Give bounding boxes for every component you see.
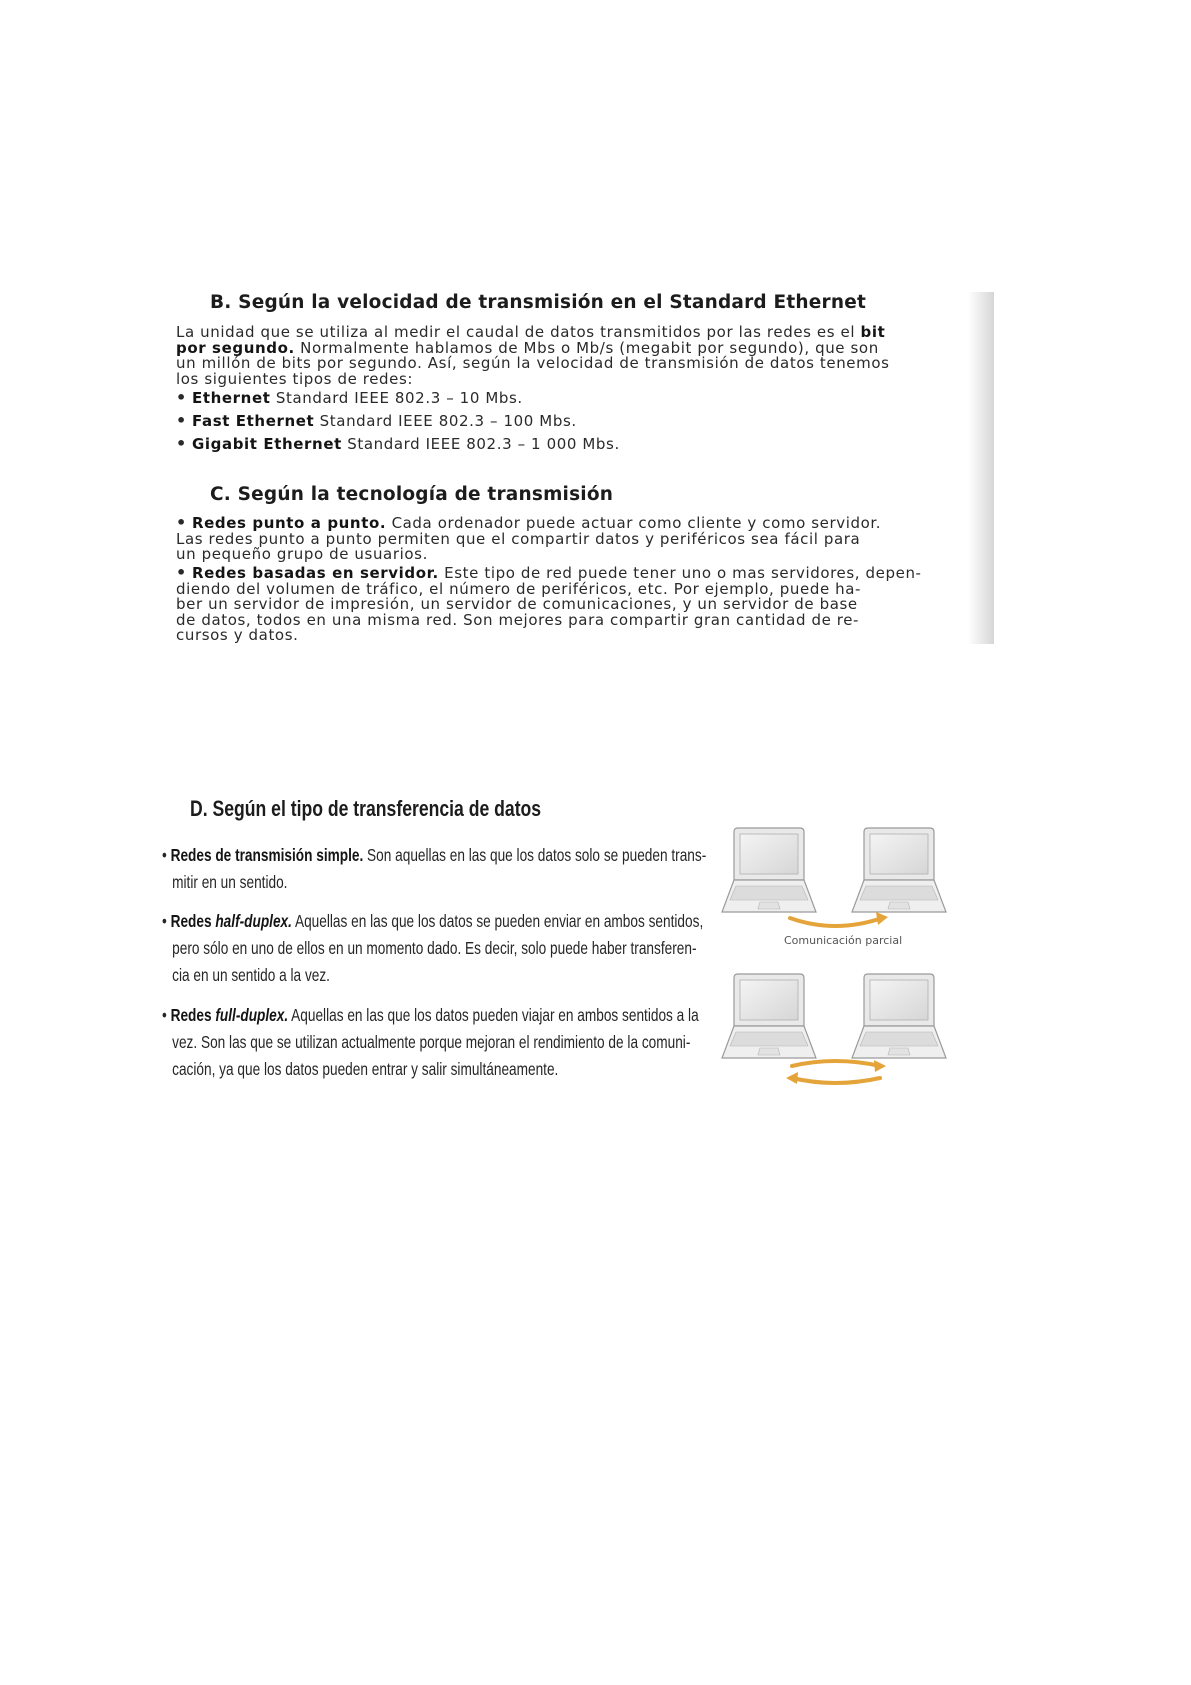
bullet-icon: • xyxy=(162,1005,171,1025)
bullet-icon: • xyxy=(176,388,187,407)
section-b-intro xyxy=(176,325,890,387)
laptop-icon xyxy=(722,974,816,1058)
laptop-icon xyxy=(852,828,946,912)
list-item-half-duplex: • Redes half-duplex. Aquellas en las que los datos se pueden enviar en ambos sentidos, pero sólo en uno de ellos en un momento dado. Es decir, solo puede haber transferen- cia en un sentido a la vez. xyxy=(162,911,704,985)
intro-line-3: un millón de bits por segundo. Así, según la velocidad de transmisión de datos tenemos xyxy=(176,354,890,372)
intro-line-4: los siguientes tipos de redes: xyxy=(176,369,414,388)
section-c-title: C. Según la tecnología de transmisión xyxy=(210,484,614,505)
laptop-icon xyxy=(852,974,946,1058)
network-communication-figure xyxy=(720,822,960,1092)
bullet-icon: • xyxy=(176,513,187,532)
intro-line-1: La unidad que se utiliza al medir el caudal de datos transmitidos por las redes es el bit xyxy=(176,323,886,341)
bullet-icon: • xyxy=(162,845,171,865)
one-way-arrow-icon xyxy=(790,918,882,926)
scan-edge-shadow xyxy=(968,292,994,644)
figure-caption: Comunicación parcial xyxy=(784,934,903,947)
bullet-icon: • xyxy=(176,563,187,582)
bullet-icon: • xyxy=(176,434,187,453)
intro-line-2: por segundo. Normalmente hablamos de Mbs o Mb/s (megabit por segundo), que son xyxy=(176,338,879,357)
laptop-icon xyxy=(722,828,816,912)
list-item-punto-a-punto: • Redes punto a punto. Cada ordenador puede actuar como cliente y como servidor. Las redes punto a punto permiten que el compartir datos y periféricos sea fácil para un pequeño grupo de usuarios. xyxy=(176,513,882,563)
bullet-icon: • xyxy=(176,411,187,430)
section-b-title: B. Según la velocidad de transmisión en el Standard Ethernet xyxy=(210,292,866,313)
bullet-icon: • xyxy=(162,911,171,931)
list-item-basadas-en-servidor: • Redes basadas en servidor. Este tipo de red puede tener uno o mas servidores, depen- diendo del volumen de tráfico, el número de periféricos, etc. Por ejemplo, puede ha- ber un servidor de impresión, un servidor de comunicaciones, y un servidor de base de datos, todos en una misma red. Son mejores para compartir gran cantidad de re- cursos y datos. xyxy=(176,563,922,644)
list-item-full-duplex: • Redes full-duplex. Aquellas en las que los datos pueden viajar en ambos sentidos a la vez. Son las que se utilizan actualmente porque mejoran el rendimiento de la comuni- cación, ya que los datos pueden entrar y salir simultáneamente. xyxy=(162,1005,699,1079)
list-item-ethernet: • Ethernet Standard IEEE 802.3 – 10 Mbs. xyxy=(176,388,523,407)
list-item-gigabit-ethernet: • Gigabit Ethernet Standard IEEE 802.3 – 1 000 Mbs. xyxy=(176,434,620,453)
two-way-arrow-icon xyxy=(792,1061,880,1066)
section-d-title: D. Según el tipo de transferencia de datos xyxy=(190,796,542,821)
list-item-transmision-simple: • Redes de transmisión simple. Son aquellas en las que los datos solo se pueden trans- mitir en un sentido. xyxy=(162,845,707,892)
list-item-fast-ethernet: • Fast Ethernet Standard IEEE 802.3 – 100 Mbs. xyxy=(176,411,577,430)
